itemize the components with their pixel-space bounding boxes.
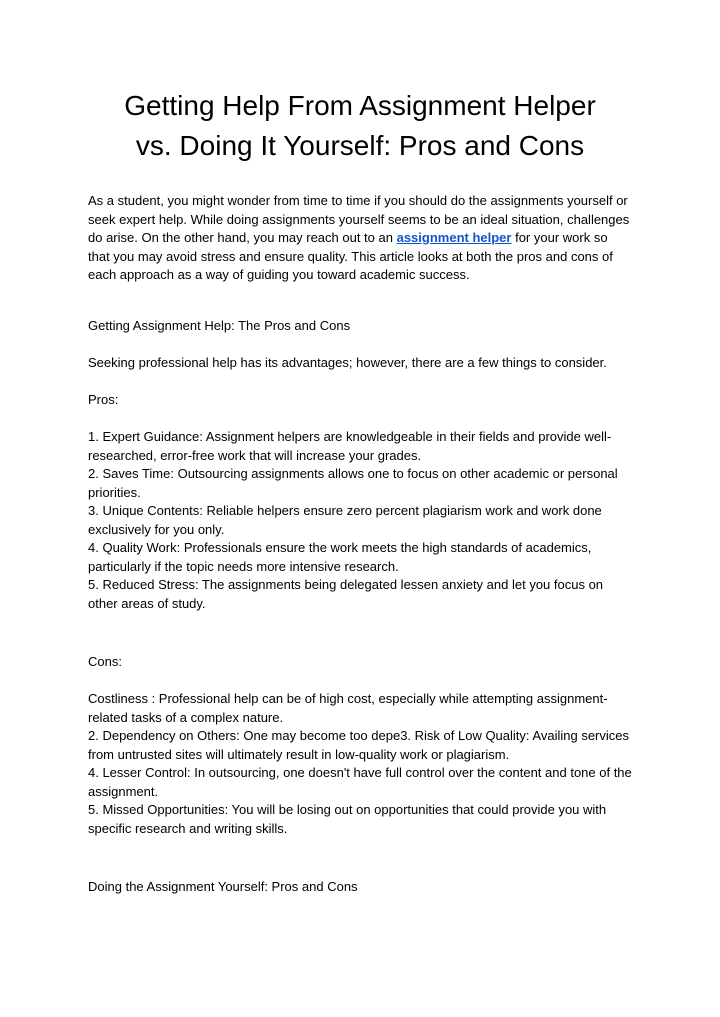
- cons-item: 4. Lesser Control: In outsourcing, one doesn't have full control over the content and tone of the assignment.: [88, 765, 632, 799]
- intro-text-before-link: As a student, you might wonder from time to time if you should do the assignments yourself or seek expert help. While doing assignments yourself seems to be an ideal situation, challenges do arise. On the other hand, you may reach out to an: [88, 193, 630, 245]
- document-title-line-2: vs. Doing It Yourself: Pros and Cons: [135, 130, 585, 161]
- intro-text-after-link: for your work so that you may avoid stress and ensure quality. This article looks at both the pros and cons of each approach as a way of guiding you toward academic success.: [88, 230, 613, 282]
- pros-label: Pros:: [88, 392, 119, 407]
- pros-item: 5. Reduced Stress: The assignments being delegated lessen anxiety and let you focus on other areas of study.: [88, 577, 604, 611]
- section-heading-diy: Doing the Assignment Yourself: Pros and Cons: [88, 879, 358, 894]
- cons-item: 5. Missed Opportunities: You will be losing out on opportunities that could provide you with specific research and writing skills.: [88, 802, 607, 836]
- document-title: [88, 86, 632, 166]
- pros-item: 2. Saves Time: Outsourcing assignments allows one to focus on other academic or personal priorities.: [88, 466, 618, 500]
- intro-paragraph: [88, 192, 632, 285]
- spacer: [88, 838, 632, 878]
- cons-label: Cons:: [88, 654, 122, 669]
- spacer: [88, 410, 632, 429]
- spacer: [88, 613, 632, 653]
- pros-item: 1. Expert Guidance: Assignment helpers are knowledgeable in their fields and provide well-researched, error-free work that will increase your grades.: [88, 429, 612, 463]
- lead-paragraph: Seeking professional help has its advantages; however, there are a few things to consider.: [88, 355, 607, 370]
- pros-item: 4. Quality Work: Professionals ensure the work meets the high standards of academics, particularly if the topic needs more intensive research.: [88, 540, 592, 574]
- cons-item: 2. Dependency on Others: One may become too depe3. Risk of Low Quality: Availing services from untrusted sites will ultimately result in low-quality work or plagiarism.: [88, 728, 629, 762]
- spacer: [88, 285, 632, 318]
- document-title-line-1: Getting Help From Assignment Helper: [124, 90, 596, 121]
- spacer: [88, 373, 632, 392]
- spacer: [88, 672, 632, 691]
- section-heading-getting-help: Getting Assignment Help: The Pros and Cons: [88, 318, 351, 333]
- assignment-helper-link[interactable]: assignment helper: [396, 230, 512, 245]
- spacer: [88, 336, 632, 355]
- pros-item: 3. Unique Contents: Reliable helpers ensure zero percent plagiarism work and work done exclusively for you only.: [88, 503, 602, 537]
- cons-item: Costliness : Professional help can be of high cost, especially while attempting assignment-related tasks of a complex nature.: [88, 691, 608, 725]
